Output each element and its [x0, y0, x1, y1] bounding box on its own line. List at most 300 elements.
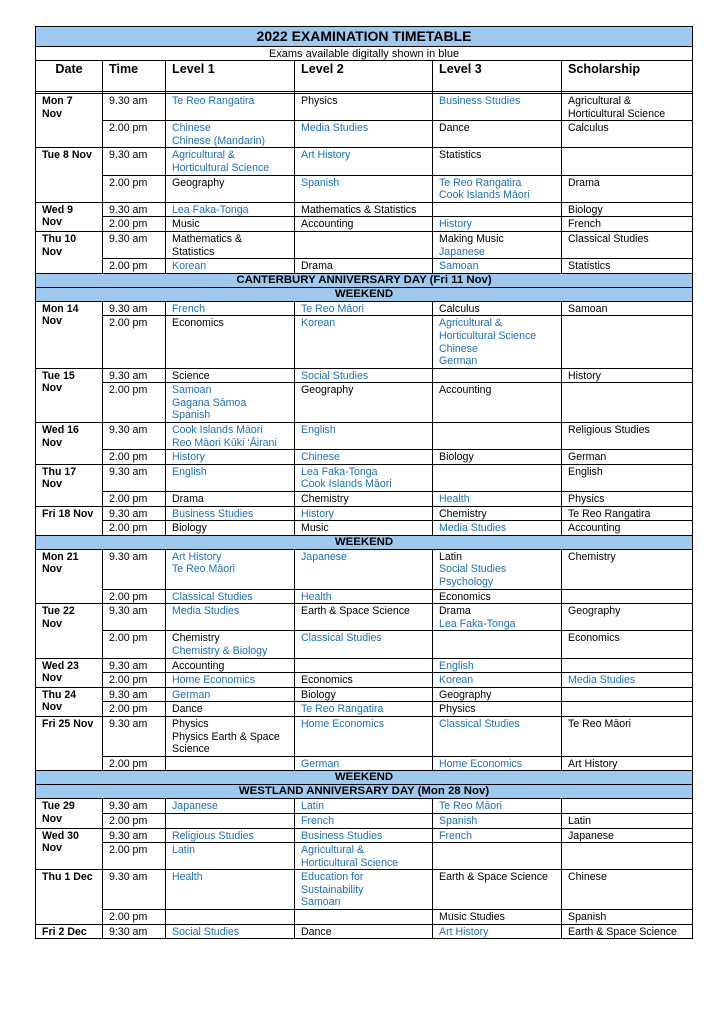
scholarship-cell — [562, 316, 693, 368]
subject-line: German — [439, 355, 478, 368]
level-3-cell — [433, 506, 562, 521]
subject-line: Cook Islands Māori — [172, 424, 263, 437]
subject-line: Samoan — [301, 896, 341, 909]
date-cell — [36, 799, 103, 828]
date-cell — [36, 870, 103, 924]
subject-line: Nov — [42, 842, 63, 855]
scholarship-cell — [562, 450, 693, 465]
scholarship-cell — [562, 423, 693, 450]
level-3-cell — [433, 217, 562, 232]
level-1-cell — [166, 702, 295, 717]
scholarship-cell — [562, 631, 693, 658]
subject-line: Mon 21 — [42, 550, 79, 563]
level-3-cell — [433, 673, 562, 688]
subject-line: Korean — [301, 317, 336, 330]
level-2-cell — [295, 870, 433, 910]
subject-line: Physics — [301, 95, 338, 107]
level-1-cell — [166, 148, 295, 175]
session-row — [36, 450, 693, 465]
subject-line: Social Studies — [172, 925, 240, 938]
scholarship-cell — [562, 604, 693, 631]
subject-line: History — [172, 451, 205, 464]
date-cell — [36, 464, 103, 506]
level-1-cell — [166, 464, 295, 491]
subject-line: Statistics — [172, 245, 215, 258]
subject-line: Business Studies — [439, 95, 521, 107]
subject-line: Thu 17 — [42, 465, 77, 478]
level-1-cell — [166, 589, 295, 604]
level-3-cell — [433, 716, 562, 756]
subject-line: French — [172, 302, 205, 315]
time-cell: 9.30 am — [103, 231, 166, 258]
level-1-cell — [166, 217, 295, 232]
level-1-cell — [166, 521, 295, 536]
time-cell: 2.00 pm — [103, 217, 166, 232]
subject-line: Media Studies — [439, 522, 507, 535]
time-cell: 2.00 pm — [103, 756, 166, 771]
band-label: WESTLAND ANNIVERSARY DAY (Mon 28 Nov) — [36, 785, 693, 799]
subject-line: Health — [172, 871, 203, 884]
subject-line: Classical Studies — [172, 590, 253, 603]
subject-line: Economics — [568, 632, 620, 645]
date-cell — [36, 148, 103, 202]
subject-line: Media Studies — [301, 122, 369, 135]
level-3-cell — [433, 702, 562, 717]
level-2-cell — [295, 658, 433, 673]
level-2-cell — [295, 589, 433, 604]
subject-line: Wed 9 — [42, 203, 74, 216]
subject-line: Horticultural Science — [568, 107, 666, 120]
session-row — [36, 423, 693, 450]
scholarship-cell — [562, 94, 693, 121]
subject-line: History — [439, 218, 472, 231]
subject-line: Classical Studies — [439, 717, 520, 730]
subject-line: Nov — [42, 436, 63, 449]
session-row — [36, 521, 693, 536]
time-cell: 2.00 pm — [103, 383, 166, 423]
scholarship-cell — [562, 924, 693, 939]
session-row — [36, 702, 693, 717]
scholarship-cell — [562, 217, 693, 232]
subject-line: Sustainability — [301, 883, 364, 896]
time-cell: 9.30 am — [103, 464, 166, 491]
scholarship-cell — [562, 368, 693, 383]
subject-line: Statistics — [439, 149, 482, 162]
time-cell: 9.30 am — [103, 148, 166, 175]
subject-line: Accounting — [172, 659, 225, 672]
level-3-cell — [433, 148, 562, 175]
time-cell: 9.30 am — [103, 870, 166, 910]
subject-line: Religious Studies — [568, 424, 650, 437]
level-2-cell — [295, 843, 433, 870]
level-1-cell — [166, 673, 295, 688]
session-row — [36, 870, 693, 910]
session-row — [36, 121, 693, 148]
subject-line: Home Economics — [439, 757, 523, 770]
subject-line: Dance — [172, 703, 203, 716]
subject-line: Chemistry & Biology — [172, 644, 268, 657]
subject-line: Thu 1 Dec — [42, 871, 93, 884]
subject-line: Music Studies — [439, 911, 505, 924]
subject-line: Social Studies — [439, 563, 507, 576]
scholarship-cell — [562, 813, 693, 828]
band-row — [36, 287, 693, 301]
subject-line: Japanese — [172, 800, 218, 813]
level-3-cell — [433, 813, 562, 828]
level-2-cell — [295, 506, 433, 521]
session-row — [36, 217, 693, 232]
session-row — [36, 383, 693, 423]
subject-line: Physics Earth & Space — [172, 730, 280, 743]
page-title: 2022 EXAMINATION TIMETABLE — [36, 27, 693, 47]
level-2-cell — [295, 492, 433, 507]
time-cell: 2.00 pm — [103, 702, 166, 717]
level-2-cell — [295, 175, 433, 202]
level-2-cell — [295, 910, 433, 925]
level-2-cell — [295, 231, 433, 258]
session-row — [36, 687, 693, 702]
scholarship-cell — [562, 716, 693, 756]
subject-line: Te Reo Māori — [568, 717, 631, 730]
subject-line: English — [568, 465, 603, 478]
level-1-cell — [166, 506, 295, 521]
subject-line: Physics — [172, 717, 209, 730]
level-1-cell — [166, 450, 295, 465]
scholarship-cell — [562, 175, 693, 202]
level-3-cell — [433, 202, 562, 217]
session-row — [36, 464, 693, 491]
subject-line: Media Studies — [568, 674, 636, 687]
level-1-cell — [166, 383, 295, 423]
subject-line: Dance — [439, 122, 470, 135]
scholarship-cell — [562, 658, 693, 673]
subject-line: Home Economics — [301, 717, 385, 730]
column-header-date: Date — [36, 61, 103, 92]
session-row — [36, 202, 693, 217]
session-row — [36, 843, 693, 870]
level-2-cell — [295, 631, 433, 658]
time-cell: 9.30 am — [103, 301, 166, 316]
subject-line: Spanish — [568, 911, 607, 924]
subject-line: Economics — [439, 590, 491, 603]
scholarship-cell — [562, 756, 693, 771]
level-3-cell — [433, 423, 562, 450]
subject-line: Nov — [42, 812, 63, 825]
subject-line: Music — [301, 522, 329, 535]
subject-line: German — [568, 451, 607, 464]
date-cell — [36, 231, 103, 273]
level-3-cell — [433, 521, 562, 536]
subject-line: Fri 25 Nov — [42, 717, 94, 730]
level-1-cell — [166, 716, 295, 756]
subject-line: Making Music — [439, 232, 504, 245]
band-label: CANTERBURY ANNIVERSARY DAY (Fri 11 Nov) — [36, 273, 693, 287]
subject-line: Japanese — [301, 550, 347, 563]
level-2-cell — [295, 259, 433, 274]
subject-line: Geography — [301, 384, 354, 397]
level-3-cell — [433, 231, 562, 258]
subject-line: Art History — [172, 550, 222, 563]
subject-line: Te Reo Māori — [172, 563, 235, 576]
subject-line: Drama — [301, 260, 333, 273]
subject-line: Earth & Space Science — [301, 605, 410, 618]
subject-line: Thu 10 — [42, 232, 77, 245]
subject-line: Health — [301, 590, 332, 603]
subject-line: Biology — [568, 203, 603, 216]
subject-line: Business Studies — [172, 507, 254, 520]
date-cell — [36, 423, 103, 465]
band-label: WEEKEND — [36, 287, 693, 301]
subject-line: Media Studies — [172, 605, 240, 618]
level-1-cell — [166, 910, 295, 925]
date-cell — [36, 658, 103, 687]
level-3-cell — [433, 910, 562, 925]
subject-line: Biology — [172, 522, 207, 535]
time-cell: 9.30 am — [103, 799, 166, 814]
date-cell — [36, 716, 103, 770]
column-header-level-1: Level 1 — [166, 61, 295, 92]
level-3-cell — [433, 121, 562, 148]
level-2-cell — [295, 549, 433, 589]
subject-line: Nov — [42, 382, 63, 395]
subject-line: Spanish — [439, 814, 478, 827]
subject-line: Earth & Space Science — [439, 871, 548, 884]
session-row — [36, 673, 693, 688]
subject-line: German — [301, 757, 340, 770]
page-subtitle: Exams available digitally shown in blue — [36, 47, 693, 61]
subject-line: Japanese — [568, 829, 614, 842]
band-label: WEEKEND — [36, 535, 693, 549]
scholarship-cell — [562, 799, 693, 814]
subject-line: Thu 24 — [42, 688, 77, 701]
subject-line: History — [301, 507, 334, 520]
subject-line: Te Reo Māori — [439, 800, 502, 813]
subject-line: Agricultural & — [439, 317, 502, 330]
level-1-cell — [166, 756, 295, 771]
time-cell: 9.30 am — [103, 716, 166, 756]
timetable-body — [36, 92, 693, 939]
subject-line: Nov — [42, 107, 63, 120]
subject-line: Reo Māori Kūki ‘Āirani — [172, 436, 277, 449]
level-3-cell — [433, 450, 562, 465]
level-3-cell — [433, 799, 562, 814]
level-3-cell — [433, 464, 562, 491]
level-1-cell — [166, 121, 295, 148]
subject-line: Science — [172, 369, 210, 382]
subject-line: Geography — [172, 176, 225, 189]
subject-line: Drama — [568, 176, 600, 189]
time-cell: 9.30 am — [103, 828, 166, 843]
subject-line: Chemistry — [172, 632, 220, 645]
scholarship-cell — [562, 492, 693, 507]
subject-line: Chinese — [568, 871, 607, 884]
session-row — [36, 148, 693, 175]
scholarship-cell — [562, 301, 693, 316]
date-cell — [36, 549, 103, 603]
level-1-cell — [166, 175, 295, 202]
subject-line: Tue 8 Nov — [42, 149, 92, 162]
subject-line: German — [172, 688, 211, 701]
subject-line: Samoan — [568, 302, 608, 315]
session-row — [36, 756, 693, 771]
level-3-cell — [433, 870, 562, 910]
column-header-level-3: Level 3 — [433, 61, 562, 92]
subject-line: Accounting — [568, 522, 621, 535]
subject-line: Art History — [301, 149, 351, 162]
band-row — [36, 771, 693, 785]
level-1-cell — [166, 813, 295, 828]
subject-line: Te Reo Rangatira — [439, 176, 522, 189]
subject-line: Mon 7 — [42, 95, 73, 107]
level-2-cell — [295, 756, 433, 771]
level-1-cell — [166, 687, 295, 702]
time-cell: 2.00 pm — [103, 631, 166, 658]
time-cell: 9.30 am — [103, 202, 166, 217]
subject-line: Nov — [42, 617, 63, 630]
level-2-cell — [295, 301, 433, 316]
subject-line: Accounting — [439, 384, 492, 397]
session-row — [36, 924, 693, 939]
subject-line: Te Reo Rangatira — [172, 95, 255, 107]
date-cell — [36, 202, 103, 231]
subject-line: Nov — [42, 245, 63, 258]
band-label: WEEKEND — [36, 771, 693, 785]
subject-line: History — [568, 369, 601, 382]
subject-line: Samoan — [172, 384, 212, 397]
subject-line: Tue 29 — [42, 800, 75, 813]
subject-line: French — [439, 829, 472, 842]
time-cell: 9.30 am — [103, 604, 166, 631]
column-header-level-2: Level 2 — [295, 61, 433, 92]
subject-line: Chemistry — [568, 550, 616, 563]
session-row — [36, 492, 693, 507]
level-1-cell — [166, 301, 295, 316]
date-cell — [36, 301, 103, 368]
subject-line: Home Economics — [172, 674, 256, 687]
level-1-cell — [166, 828, 295, 843]
level-3-cell — [433, 259, 562, 274]
subject-line: English — [301, 424, 336, 437]
subject-line: Mathematics & Statistics — [301, 203, 417, 216]
subject-line: Dance — [301, 925, 332, 938]
subject-line: Cook Islands Māori — [439, 189, 530, 202]
level-3-cell — [433, 492, 562, 507]
level-3-cell — [433, 604, 562, 631]
level-3-cell — [433, 94, 562, 121]
scholarship-cell — [562, 506, 693, 521]
time-cell: 2.00 pm — [103, 521, 166, 536]
level-2-cell — [295, 217, 433, 232]
date-cell — [36, 924, 103, 939]
level-2-cell — [295, 521, 433, 536]
scholarship-cell — [562, 148, 693, 175]
level-1-cell — [166, 202, 295, 217]
subject-line: Latin — [439, 550, 462, 563]
level-3-cell — [433, 658, 562, 673]
subject-line: Wed 16 — [42, 424, 79, 437]
time-cell: 9:30 am — [103, 924, 166, 939]
subject-line: Lea Faka-Tonga — [439, 617, 516, 630]
level-3-cell — [433, 316, 562, 368]
scholarship-cell — [562, 121, 693, 148]
subject-line: Latin — [568, 814, 591, 827]
subject-line: Physics — [439, 703, 476, 716]
session-row — [36, 658, 693, 673]
time-cell: 2.00 pm — [103, 316, 166, 368]
level-2-cell — [295, 94, 433, 121]
level-3-cell — [433, 175, 562, 202]
subject-line: Geography — [568, 605, 621, 618]
date-cell — [36, 94, 103, 148]
session-row — [36, 316, 693, 368]
level-2-cell — [295, 716, 433, 756]
level-2-cell — [295, 687, 433, 702]
level-1-cell — [166, 799, 295, 814]
scholarship-cell — [562, 687, 693, 702]
subject-line: English — [172, 465, 207, 478]
time-cell: 2.00 pm — [103, 175, 166, 202]
level-2-cell — [295, 924, 433, 939]
subject-line: Latin — [172, 844, 195, 857]
time-cell: 9.30 am — [103, 687, 166, 702]
level-2-cell — [295, 828, 433, 843]
level-1-cell — [166, 843, 295, 870]
level-3-cell — [433, 383, 562, 423]
subject-line: Biology — [301, 688, 336, 701]
session-row — [36, 828, 693, 843]
session-row — [36, 94, 693, 121]
scholarship-cell — [562, 521, 693, 536]
level-2-cell — [295, 673, 433, 688]
time-cell: 2.00 pm — [103, 492, 166, 507]
subject-line: Samoan — [439, 260, 479, 273]
subject-line: Wed 23 — [42, 659, 79, 672]
level-1-cell — [166, 368, 295, 383]
subject-line: Spanish — [172, 409, 211, 422]
subject-line: Lea Faka-Tonga — [172, 203, 249, 216]
column-header-time: Time — [103, 61, 166, 92]
subject-line: Accounting — [301, 218, 354, 231]
subject-line: French — [301, 814, 334, 827]
session-row — [36, 716, 693, 756]
subject-line: Nov — [42, 315, 63, 328]
level-1-cell — [166, 549, 295, 589]
date-cell — [36, 604, 103, 658]
level-3-cell — [433, 924, 562, 939]
scholarship-cell — [562, 259, 693, 274]
date-cell — [36, 368, 103, 422]
subject-line: Gagana Sāmoa — [172, 396, 247, 409]
subject-line: Classical Studies — [301, 632, 382, 645]
subject-line: Spanish — [301, 176, 340, 189]
level-2-cell — [295, 464, 433, 491]
time-cell: 9.30 am — [103, 506, 166, 521]
subject-line: Statistics — [568, 260, 611, 273]
level-3-cell — [433, 301, 562, 316]
subject-line: Calculus — [439, 302, 480, 315]
subject-line: Physics — [568, 493, 605, 506]
exam-timetable — [35, 26, 693, 939]
subject-line: Social Studies — [301, 369, 369, 382]
subject-line: Agricultural & — [568, 95, 631, 107]
scholarship-cell — [562, 231, 693, 258]
subject-line: Nov — [42, 563, 63, 576]
band-row — [36, 785, 693, 799]
level-3-cell — [433, 549, 562, 589]
subject-line: Korean — [172, 260, 207, 273]
session-row — [36, 631, 693, 658]
scholarship-cell — [562, 549, 693, 589]
